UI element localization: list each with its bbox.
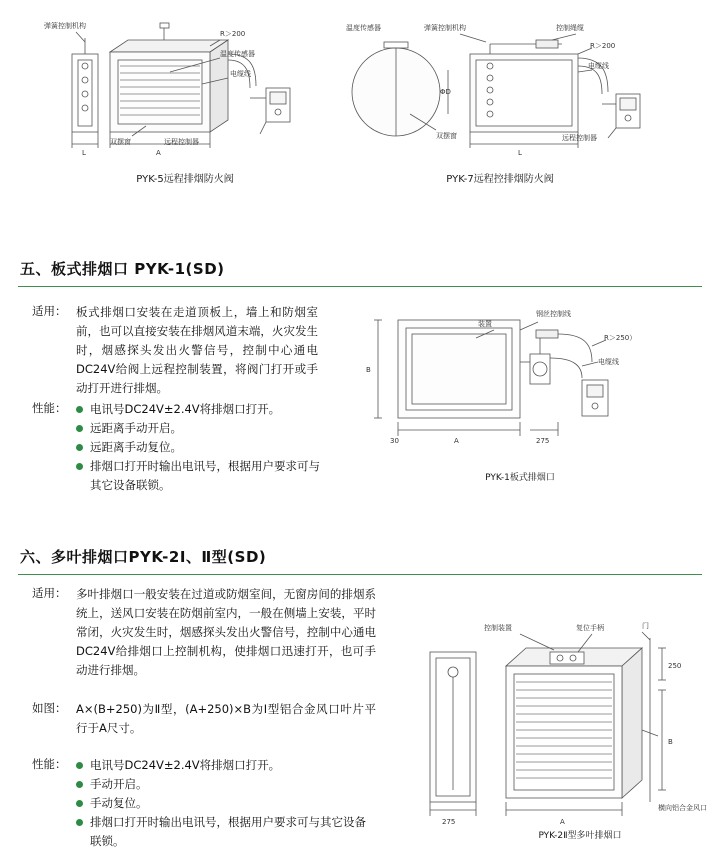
list-item: 远距离手动开启。 — [76, 419, 328, 438]
label-temp-sensor: 温度传感器 — [220, 50, 255, 58]
label-temp-sensor-2: 温度传感器 — [346, 24, 381, 32]
section5-perf-label: 性能： — [32, 401, 67, 415]
list-item: 电讯号DC24V±2.4V将排烟口打开。 — [76, 400, 328, 419]
label-control-rope: 控制绳缆 — [556, 24, 584, 32]
label-cable-2: 电缆线 — [588, 62, 609, 70]
section5-rule — [18, 286, 702, 287]
section6-perf-label: 性能： — [32, 757, 67, 771]
label-wire-control: 钢丝控制线 — [536, 310, 571, 318]
label-spring-mechanism: 弹簧控制机构 — [44, 22, 86, 30]
list-item: 排烟口打开时输出电讯号，根据用户要求可与其它设备联锁。 — [76, 813, 376, 851]
figure-caption-pyk2: PYK-2Ⅱ型多叶排烟口 — [538, 831, 622, 841]
label-dim-275-2: 275 — [442, 818, 456, 826]
section6-perf-list — [76, 756, 376, 851]
label-spring-mechanism-2: 弹簧控制机构 — [424, 24, 466, 32]
figure-caption-pyk1: PYK-1板式排烟口 — [485, 473, 555, 483]
section6-note-text: A×(B+250)为Ⅱ型，(A+250)×B为Ⅰ型铝合金风口叶片平行于A尺寸。 — [76, 702, 376, 735]
figure-pyk1 — [360, 296, 690, 476]
section5-apply-text: 板式排烟口安装在走道顶板上，墙上和防烟室前，也可以直接安装在排烟风道末端，火灾发生时，烟感探头发出火警信号，控制中心通电DC24V给阀上远程控制装置，将阀门打开或手动打开进行排烟。 — [76, 305, 318, 395]
label-cable: 电缆线 — [230, 70, 251, 78]
section5-heading: 五、板式排烟口 PYK-1(SD) — [20, 260, 225, 278]
label-horizontal-alu-outlet: 横向铝合金风口 — [658, 804, 707, 812]
figure-pyk7 — [340, 14, 670, 174]
label-dim-a-3: A — [560, 818, 565, 826]
section6-apply-text: 多叶排烟口一般安装在过道或防烟室间，无窗房间的排烟系统上，送风口安装在防烟前室内，一般在侧墙上安装，平时常闭，火灾发生时，烟感探头发出火警信号，控制中心通电DC24V给排烟口上控制机构，使排烟口迅速打开，也可手动进行排烟。 — [76, 587, 376, 677]
label-dim-b-2: B — [668, 738, 673, 746]
label-remote-controller-2: 远程控制器 — [562, 134, 597, 142]
section6-apply-label: 适用： — [32, 586, 67, 600]
label-device: 装置 — [478, 320, 492, 328]
label-dim-a-2: A — [454, 437, 459, 445]
label-cable-3: 电缆线 — [598, 358, 619, 366]
list-item: 手动开启。 — [76, 775, 376, 794]
label-r200: R＞200 — [220, 30, 246, 38]
label-dim-l: L — [82, 149, 86, 157]
label-double-window-2: 双摆窗 — [436, 132, 457, 140]
section5-perf-list — [76, 400, 328, 495]
list-item: 排烟口打开时输出电讯号，根据用户要求可与其它设备联锁。 — [76, 457, 328, 495]
list-item: 电讯号DC24V±2.4V将排烟口打开。 — [76, 756, 376, 775]
label-dim-250: 250 — [668, 662, 682, 670]
section6-rule — [18, 574, 702, 575]
label-remote-controller: 远程控制器 — [164, 138, 199, 146]
figure-caption-pyk7: PYK-7远程控排烟防火阀 — [446, 174, 554, 185]
label-r200-2: R＞200 — [590, 42, 616, 50]
list-item: 远距离手动复位。 — [76, 438, 328, 457]
figure-pyk2 — [410, 610, 710, 830]
figure-caption-pyk5: PYK-5远程排烟防火阀 — [136, 174, 234, 185]
top-figure-band — [0, 0, 720, 195]
label-control-device: 控制装置 — [484, 624, 512, 632]
label-double-window: 双摆窗 — [110, 138, 131, 146]
figure-pyk5 — [14, 14, 344, 174]
label-reset-handle: 复位手柄 — [576, 624, 604, 632]
section5-apply-label: 适用： — [32, 304, 67, 318]
section6-note-label: 如图： — [32, 701, 67, 715]
label-dim-b: B — [366, 366, 371, 374]
label-door: 门 — [642, 622, 649, 630]
label-dim-a: A — [156, 149, 161, 157]
label-dim-30: 30 — [390, 437, 399, 445]
label-dim-275: 275 — [536, 437, 550, 445]
section6-heading: 六、多叶排烟口PYK-2Ⅰ、Ⅱ型(SD) — [20, 548, 267, 566]
label-dim-phid: ΦD — [440, 88, 451, 96]
label-r250: R＞250） — [604, 334, 637, 342]
label-dim-l-2: L — [518, 149, 522, 157]
list-item: 手动复位。 — [76, 794, 376, 813]
